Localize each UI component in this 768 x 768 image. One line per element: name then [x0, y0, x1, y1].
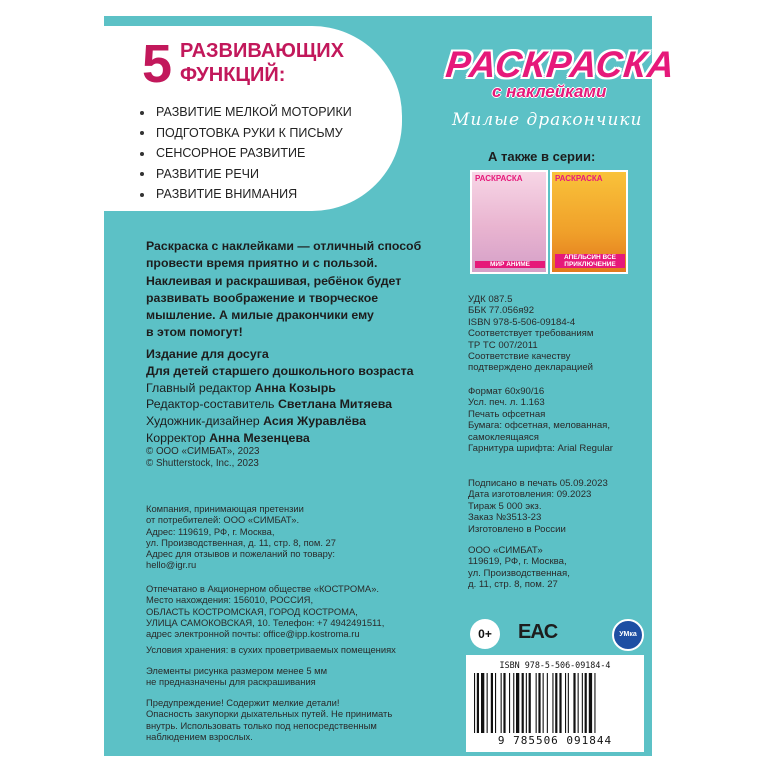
dates-line: Изготовлено в России	[468, 523, 566, 535]
company-line: Адрес: 119619, РФ, г. Москва,	[146, 525, 275, 537]
barcode-number: 9 785506 091844	[497, 734, 613, 747]
features-number: 5	[142, 34, 173, 94]
barcode-isbn: ISBN 978-5-506-09184-4	[499, 660, 611, 670]
feature-item	[140, 184, 352, 205]
series-name: Милые дракончики	[452, 110, 643, 130]
dates-line: Заказ №3513-23	[468, 512, 542, 524]
age-rating-badge: 0+	[470, 619, 500, 649]
eac-mark-icon: EAC	[518, 621, 558, 643]
description-line: Раскраска с наклейками — отличный способ	[146, 239, 422, 253]
company-line: ул. Производственная, д. 11, стр. 8, пом. 27	[146, 536, 336, 548]
thumbnail-name: МИР АНИМЕ	[475, 261, 545, 268]
printer-line: ОБЛАСТЬ КОСТРОМСКАЯ, ГОРОД КОСТРОМА,	[146, 605, 358, 617]
description-line: Наклеивая и раскрашивая, ребёнок будет	[146, 273, 402, 288]
thumbnail-title: РАСКРАСКА	[475, 174, 523, 183]
warning-line: внутрь. Использовать только под непосредственным	[146, 719, 377, 731]
credit-role: Корректор	[146, 430, 210, 445]
description-line: в этом помогут!	[146, 325, 243, 340]
storage-conditions	[146, 644, 396, 655]
udc-line: подтверждено декларацией	[468, 362, 594, 374]
thumbnail-name: АПЕЛЬСИН ВСЕ ПРИКЛЮЧЕНИЕ	[555, 254, 625, 268]
elements-note	[146, 665, 327, 688]
description-line: мышление. А милые дракончики ему	[146, 308, 374, 323]
copyright-block	[146, 446, 259, 469]
brand-logo: УМка	[612, 619, 644, 651]
credit-name: Светлана Митяева	[277, 397, 393, 412]
storage-line: Условия хранения: в сухих проветриваемых помещениях	[146, 644, 396, 655]
format-line: Усл. печ. л. 1.163	[468, 397, 545, 409]
feature-item-label: ПОДГОТОВКА РУКИ К ПИСЬМУ	[156, 125, 343, 140]
udc-line: ТР ТС 007/2011	[468, 339, 538, 351]
print-dates-block	[468, 478, 608, 535]
safety-warning	[146, 697, 392, 742]
printer-info	[146, 583, 384, 639]
credit-compiler	[146, 396, 414, 413]
description	[146, 238, 442, 342]
description-line: провести время приятно и с пользой.	[146, 256, 378, 271]
bullet-icon	[140, 172, 144, 176]
udc-line: Соответствие качеству	[468, 351, 571, 363]
features-card	[104, 26, 402, 211]
publisher-block	[468, 545, 570, 591]
company-line: Адрес для отзывов и пожеланий по товару:	[146, 548, 336, 560]
bullet-icon	[140, 111, 144, 115]
warning-line: наблюдением взрослых.	[146, 730, 253, 742]
company-email: hello@igr.ru	[146, 559, 197, 571]
company-info	[146, 503, 336, 571]
company-line: от потребителей: ООО «СИМБАТ».	[146, 514, 300, 526]
format-line: Гарнитура шрифта: Arial Regular	[468, 443, 613, 455]
credit-role: Редактор-составитель	[146, 397, 278, 412]
publisher-line: ООО «СИМБАТ»	[468, 545, 543, 556]
udc-line: ББК 77.056я92	[468, 305, 535, 317]
feature-item	[140, 164, 352, 185]
format-line: Бумага: офсетная, мелованная,	[468, 420, 611, 432]
book-back-cover	[104, 16, 678, 756]
bullet-icon	[140, 152, 144, 156]
credit-designer	[146, 413, 414, 430]
credit-role: Художник-дизайнер	[146, 414, 264, 429]
feature-item-label: РАЗВИТИЕ ВНИМАНИЯ	[156, 187, 298, 201]
elements-line: Элементы рисунка размером менее 5 мм	[146, 665, 328, 676]
printer-line: Место нахождения: 156010, РОССИЯ,	[146, 594, 314, 606]
format-block	[468, 386, 613, 454]
format-line: самоклеящаяся	[468, 431, 539, 443]
dates-line: Тираж 5 000 экз.	[468, 500, 542, 512]
credit-corrector	[146, 430, 414, 447]
warning-line: Опасность закупорки дыхательных путей. Не принимать	[146, 708, 393, 720]
publisher-line: 119619, РФ, г. Москва,	[468, 556, 567, 568]
edition-type: Издание для досуга	[146, 347, 269, 361]
publisher-line: ул. Производственная,	[468, 567, 570, 579]
credit-name: Анна Мезенцева	[209, 430, 310, 445]
printer-line: адрес электронной почты: office@ipp.kostroma.ru	[146, 628, 360, 640]
bullet-icon	[140, 131, 144, 135]
udc-line: Соответствует требованиям	[468, 328, 594, 340]
features-list	[140, 102, 352, 205]
printer-line: Отпечатано в Акционерном обществе «КОСТРОМА».	[146, 583, 380, 594]
credit-name: Асия Журавлёва	[263, 414, 366, 429]
credit-role: Главный редактор	[146, 380, 255, 395]
book-subtitle: с наклейками	[492, 82, 607, 101]
credit-editor	[146, 380, 414, 397]
feature-item	[140, 143, 352, 164]
classification-block	[468, 294, 593, 374]
thumbnail-title: РАСКРАСКА	[555, 174, 603, 183]
credit-name: Анна Козырь	[254, 380, 336, 395]
company-line: Компания, принимающая претензии	[146, 503, 304, 514]
elements-line: не предназначены для раскрашивания	[146, 676, 316, 688]
printer-line: УЛИЦА САМОКОВСКАЯ, 10. Телефон: +7 4942491511,	[146, 616, 385, 628]
series-thumbnail	[470, 170, 548, 274]
also-in-series-label: А также в серии:	[488, 149, 596, 164]
book-title: РАСКРАСКА	[443, 44, 678, 85]
dates-line: Дата изготовления: 09.2023	[468, 489, 592, 501]
dates-line: Подписано в печать 05.09.2023	[468, 478, 608, 489]
barcode	[466, 655, 644, 752]
udc-line: ISBN 978-5-506-09184-4	[468, 316, 576, 328]
credits	[146, 346, 414, 447]
barcode-bars-icon	[474, 673, 636, 733]
feature-item	[140, 123, 352, 144]
udc-line: УДК 087.5	[468, 294, 513, 305]
copyright-line: © ООО «СИМБАТ», 2023	[146, 446, 260, 457]
format-line: Формат 60х90/16	[468, 386, 545, 397]
description-line: развивать воображение и творческое	[146, 290, 379, 305]
feature-item	[140, 102, 352, 123]
publisher-line: д. 11, стр. 8, пом. 27	[468, 579, 558, 591]
features-title-line2: ФУНКЦИЙ:	[180, 64, 286, 86]
bullet-icon	[140, 193, 144, 197]
feature-item-label: РАЗВИТИЕ РЕЧИ	[156, 166, 259, 181]
warning-line: Предупреждение! Содержит мелкие детали!	[146, 697, 340, 708]
features-title-line1: РАЗВИВАЮЩИХ	[180, 40, 344, 62]
copyright-line: © Shutterstock, Inc., 2023	[146, 457, 259, 469]
series-thumbnail	[550, 170, 628, 274]
format-line: Печать офсетная	[468, 408, 546, 420]
feature-item-label: СЕНСОРНОЕ РАЗВИТИЕ	[156, 146, 306, 160]
age-audience: Для детей старшего дошкольного возраста	[146, 363, 414, 378]
feature-item-label: РАЗВИТИЕ МЕЛКОЙ МОТОРИКИ	[156, 105, 352, 119]
